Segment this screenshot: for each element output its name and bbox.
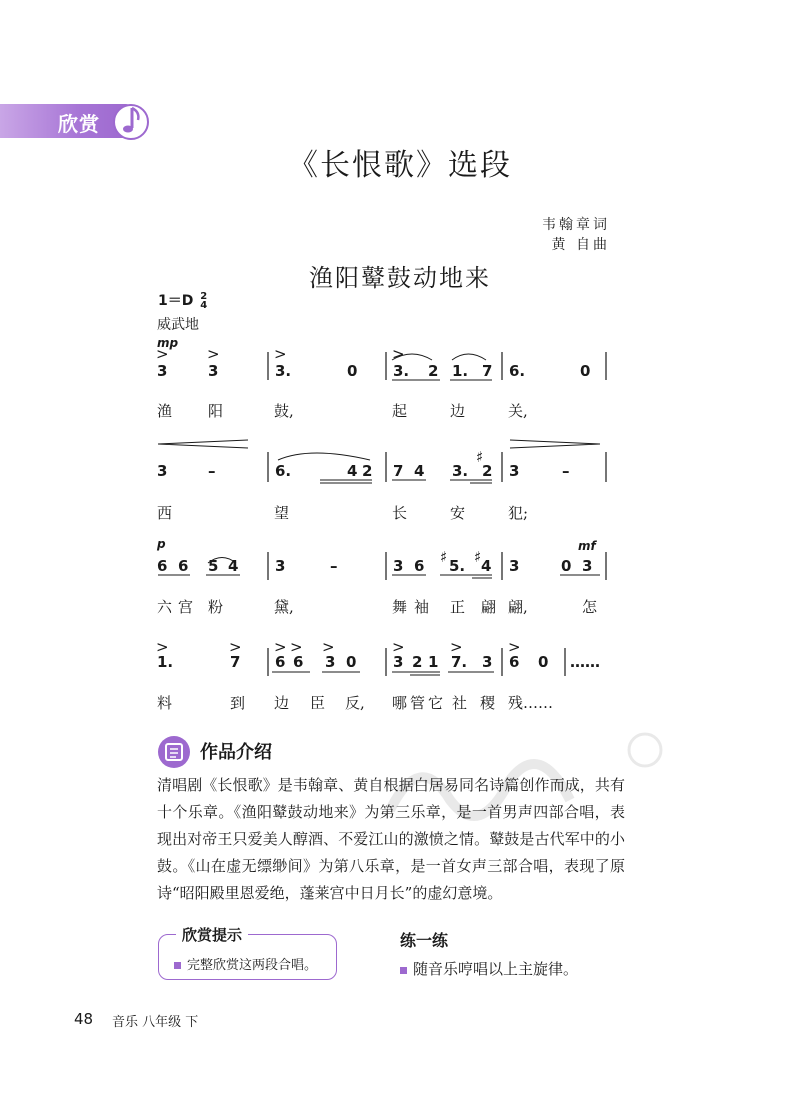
book-name: 音乐 八年级 下 <box>112 1015 199 1030</box>
note: 3 <box>325 653 336 671</box>
note: 4 <box>414 462 425 480</box>
note: 4 <box>228 557 239 575</box>
lyric: 安 <box>450 504 466 522</box>
page-number: 48 <box>74 1010 94 1028</box>
dynamic-mp: mp <box>157 336 179 350</box>
svg-text:>: > <box>156 345 169 363</box>
lyric: 舞 <box>392 598 408 616</box>
lyric: 关, <box>508 402 528 420</box>
note: 6 <box>293 653 304 671</box>
note: 6 <box>275 653 286 671</box>
lyric: 边 <box>274 694 290 712</box>
svg-text:>: > <box>322 638 335 656</box>
lyric: 残…… <box>508 694 554 712</box>
note: 3. <box>275 362 292 380</box>
composer-credit: 黄 自曲 <box>551 237 610 253</box>
lyric: 稷 <box>480 694 496 712</box>
svg-text:>: > <box>156 638 169 656</box>
meter-bottom: 4 <box>200 300 208 311</box>
note: 2 <box>412 653 423 671</box>
note: 3 <box>509 462 520 480</box>
sharp-sign: ♯ <box>440 548 448 566</box>
lyric: 起 <box>392 402 408 420</box>
note: 2 <box>428 362 439 380</box>
lyric: 社 <box>452 694 468 712</box>
lyric: 黛, <box>274 598 294 616</box>
lyric: 反, <box>345 694 365 712</box>
svg-text:>: > <box>207 345 220 363</box>
note: 3 <box>393 653 404 671</box>
lyric: 袖 <box>414 598 430 616</box>
practice-title: 练一练 <box>400 931 449 950</box>
note: 7 <box>482 362 493 380</box>
svg-text:>: > <box>290 638 303 656</box>
lyric: 宫 <box>178 598 194 616</box>
note: 3. <box>452 462 469 480</box>
lyric: 粉 <box>208 598 224 616</box>
note: 3 <box>208 362 219 380</box>
note: 5 <box>208 557 219 575</box>
meter-top: 2 <box>200 291 208 302</box>
lyric: 到 <box>230 694 246 712</box>
book-icon <box>157 735 191 769</box>
note: 6. <box>509 362 526 380</box>
tips-item-text: 完整欣赏这两段合唱。 <box>187 958 318 973</box>
note: 3 <box>582 557 593 575</box>
section-tab-label: 欣赏 <box>58 112 100 136</box>
lyric: 正 <box>450 598 466 616</box>
lyric: 它 <box>428 694 444 712</box>
note: 3 <box>393 557 404 575</box>
lyric: 六 <box>157 598 173 616</box>
note: 3 <box>509 557 520 575</box>
note: – <box>208 462 216 480</box>
lyric: 翩, <box>508 598 528 616</box>
page-title: 《长恨歌》选段 <box>288 148 512 183</box>
note: 6 <box>157 557 168 575</box>
note: 2 <box>362 462 373 480</box>
note: 4 <box>347 462 358 480</box>
note: 0 <box>346 653 357 671</box>
svg-text:>: > <box>229 638 242 656</box>
svg-text:>: > <box>508 638 521 656</box>
lyric: 渔 <box>157 402 173 420</box>
bullet-icon <box>174 962 181 969</box>
lyric: 管 <box>410 694 426 712</box>
svg-text:>: > <box>450 638 463 656</box>
note: 1. <box>157 653 174 671</box>
tips-title: 欣赏提示 <box>176 924 248 945</box>
note: – <box>330 557 338 575</box>
svg-text:>: > <box>274 638 287 656</box>
note: 6. <box>275 462 292 480</box>
end-mark: …… <box>570 653 600 671</box>
note: 0 <box>538 653 549 671</box>
note: 0 <box>561 557 572 575</box>
lyric: 边 <box>450 402 466 420</box>
intro-text <box>157 772 625 907</box>
note: 5. <box>449 557 466 575</box>
lyric: 翩 <box>481 598 497 616</box>
dynamic-mf: mf <box>578 539 596 553</box>
lyric: 犯; <box>508 504 529 522</box>
key-text: 1＝D <box>158 293 194 309</box>
lyric: 怎 <box>582 598 598 616</box>
note: 4 <box>481 557 492 575</box>
tips-item <box>174 954 317 973</box>
tempo-marking: 威武地 <box>157 317 199 333</box>
note: – <box>562 462 570 480</box>
ties-and-beams <box>158 354 600 675</box>
note: 3 <box>157 362 168 380</box>
svg-text:>: > <box>392 345 405 363</box>
note: 6 <box>178 557 189 575</box>
lyric: 哪 <box>392 694 408 712</box>
note: 6 <box>414 557 425 575</box>
lyric: 望 <box>274 504 290 522</box>
lyric: 阳 <box>208 402 224 420</box>
practice-item <box>400 958 578 979</box>
dynamic-p: p <box>157 537 166 551</box>
note: 0 <box>347 362 358 380</box>
bullet-icon <box>400 967 407 974</box>
note: 7 <box>230 653 241 671</box>
note: 7. <box>451 653 468 671</box>
note: 0 <box>580 362 591 380</box>
note: 1. <box>452 362 469 380</box>
lyric: 西 <box>157 504 173 522</box>
lyric: 鼓, <box>274 402 294 420</box>
note: 3 <box>157 462 168 480</box>
barlines <box>268 352 606 676</box>
note: 3 <box>275 557 286 575</box>
note: 6 <box>509 653 520 671</box>
intro-paragraph: 清唱剧《长恨歌》是韦翰章、黄自根据白居易同名诗篇创作而成，共有十个乐章。《渔阳鼙鼓动地来》为第三乐章，是一首男声四部合唱，表现出对帝王只爱美人醇酒、不爱江山的激愤之情。鼙鼓是古代军中的小鼓。《山在虚无缥缈间》为第八乐章，是一首女声三部合唱，表现了原诗“昭阳殿里恩爱绝，蓬莱宫中日月长”的虚幻意境。 <box>157 776 625 902</box>
svg-text:>: > <box>392 638 405 656</box>
lyric: 料 <box>157 694 173 712</box>
note: 1 <box>428 653 439 671</box>
practice-item-text: 随音乐哼唱以上主旋律。 <box>413 960 579 978</box>
note: 7 <box>393 462 404 480</box>
lyricist-credit: 韦翰章词 <box>542 217 610 233</box>
note: 2 <box>482 462 493 480</box>
song-title: 渔阳鼙鼓动地来 <box>309 264 491 292</box>
note: 3. <box>393 362 410 380</box>
lyric: 长 <box>392 504 408 522</box>
sharp-sign: ♯ <box>476 448 484 466</box>
lyric: 臣 <box>310 694 326 712</box>
svg-text:>: > <box>274 345 287 363</box>
note: 3 <box>482 653 493 671</box>
sharp-sign: ♯ <box>474 548 482 566</box>
intro-heading: 作品介绍 <box>200 742 272 763</box>
